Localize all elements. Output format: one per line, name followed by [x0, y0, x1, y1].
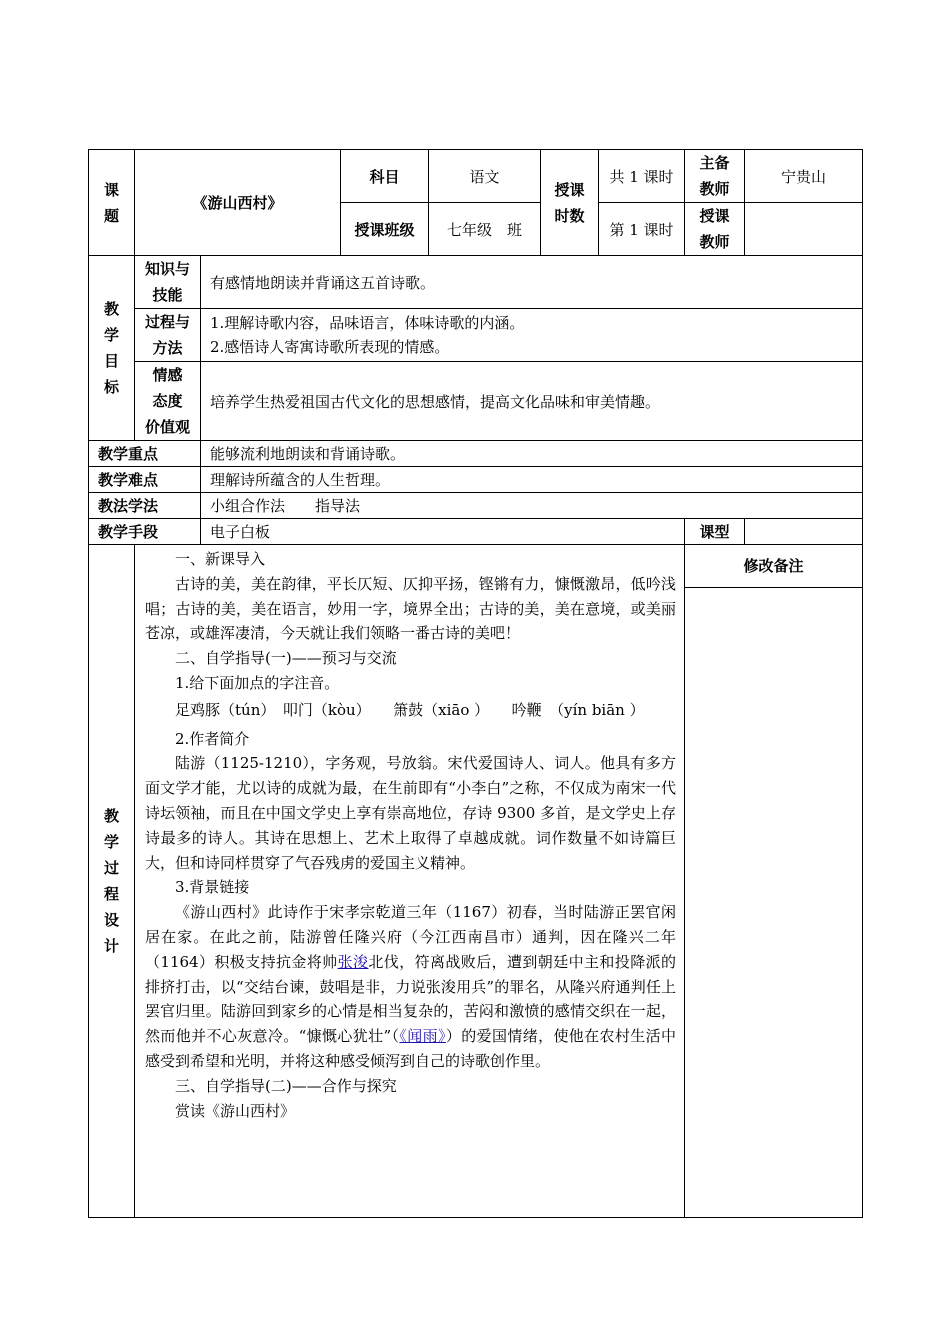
- methods-label: 教法学法: [89, 493, 201, 519]
- author-heading: 2.作者简介: [175, 729, 250, 748]
- link-zhang-jun[interactable]: 张浚: [337, 952, 369, 971]
- teacher-label: 授课 教师: [685, 203, 745, 256]
- process-content: [135, 545, 685, 1218]
- difficulty-label: 教学难点: [89, 467, 201, 493]
- class-value: 七年级 班: [429, 203, 541, 256]
- section-1-title: 一、新课导入: [175, 550, 266, 568]
- process-label: 教 学 过 程 设 计: [89, 545, 135, 1218]
- objectives-label: 教 学 目 标: [89, 256, 135, 441]
- hours-label: 授课 时数: [541, 150, 599, 256]
- means-label: 教学手段: [89, 519, 201, 545]
- emotion-text: 培养学生热爱祖国古代文化的思想感情，提高文化品味和审美情趣。: [201, 362, 863, 441]
- section-2-title: 二、自学指导(一)——预习与交流: [175, 649, 397, 668]
- notes-label: 修改备注: [685, 545, 862, 588]
- subject-value: 语文: [429, 150, 541, 203]
- lesson-type-value: [745, 519, 863, 545]
- lesson-type-label: 课型: [685, 519, 745, 545]
- topic-value: 《游山西村》: [135, 150, 341, 256]
- topic-label: 课 题: [89, 150, 135, 256]
- background-heading: 3.背景链接: [175, 878, 250, 897]
- process-method-text: 1.理解诗歌内容，品味语言，体味诗歌的内涵。 2.感悟诗人寄寓诗歌所表现的情感。: [201, 309, 863, 362]
- lesson-number: 第 1 课时: [599, 203, 685, 256]
- section-3-title: 三、自学指导(二)——合作与探究: [175, 1076, 397, 1095]
- author-text: 陆游（1125-1210），字务观，号放翁。宋代爱国诗人、词人。他具有多方面文学才能，尤以诗的成就为最，在生前即有“小李白”之称，不仅成为南宋一代诗坛领袖，而且在中国文学史上享有崇高地位，存诗 9300 多首，是文学史上存诗最多的诗人。其诗在思想上、艺术上取得了卓越成就。词作数量不如诗篇巨大，但和诗同样贯穿了气吞残虏的爱国主义精神。: [145, 754, 677, 872]
- knowledge-text: 有感情地朗读并背诵这五首诗歌。: [201, 256, 863, 309]
- lead-teacher-label: 主备 教师: [685, 150, 745, 203]
- difficulty-text: 理解诗所蕴含的人生哲理。: [201, 467, 863, 493]
- pinyin-task: 1.给下面加点的字注音。: [175, 673, 340, 692]
- section-3-text: 赏读《游山西村》: [175, 1101, 296, 1120]
- subject-label: 科目: [341, 150, 429, 203]
- pinyin-items: 足鸡豚（tún） 叩门（kòu） 箫鼓（xiāo ） 吟鞭 （yín biān ）: [175, 700, 645, 719]
- knowledge-label: 知识与 技能: [135, 256, 201, 309]
- section-1-text: 古诗的美，美在韵律，平长仄短、仄抑平扬，铿锵有力，慷慨激昂，低吟浅唱；古诗的美，美在语言，妙用一字，境界全出；古诗的美，美在意境，或美丽苍凉，或雄浑凄清，今天就让我们领略一番古诗的美吧！: [145, 574, 677, 643]
- means-text: 电子白板: [201, 519, 685, 545]
- background-text: 《游山西村》此诗作于宋孝宗乾道三年（1167）初春，当时陆游正罢官闲居在家。在此之前，陆游曾任隆兴府（今江西南昌市）通判，因在隆兴二年（1164）积极支持抗金将帅张浚北伐，符离战败后，遭到朝廷中主和投降派的排挤打击，以“交结台谏，鼓唱是非，力说张浚用兵”的罪名，从隆兴府通判任上罢官归里。陆游回到家乡的心情是相当复杂的，苦闷和激愤的感情交织在一起，然而他并不心灰意冷。“慷慨心犹壮”（《闻雨》）的爱国情绪，使他在农村生活中感受到希望和光明，并将这种感受倾泻到自己的诗歌创作里。: [145, 903, 677, 1070]
- emotion-label: 情感 态度 价值观: [135, 362, 201, 441]
- process-method-label: 过程与 方法: [135, 309, 201, 362]
- lesson-plan-table: [88, 149, 863, 1218]
- total-hours: 共 1 课时: [599, 150, 685, 203]
- key-point-text: 能够流利地朗读和背诵诗歌。: [201, 441, 863, 467]
- key-point-label: 教学重点: [89, 441, 201, 467]
- methods-text: 小组合作法 指导法: [201, 493, 863, 519]
- class-label: 授课班级: [341, 203, 429, 256]
- lead-teacher-value: 宁贵山: [745, 150, 863, 203]
- link-wen-yu[interactable]: 《闻雨》: [399, 1027, 446, 1046]
- notes-column: [685, 545, 863, 1218]
- teacher-value: [745, 203, 863, 256]
